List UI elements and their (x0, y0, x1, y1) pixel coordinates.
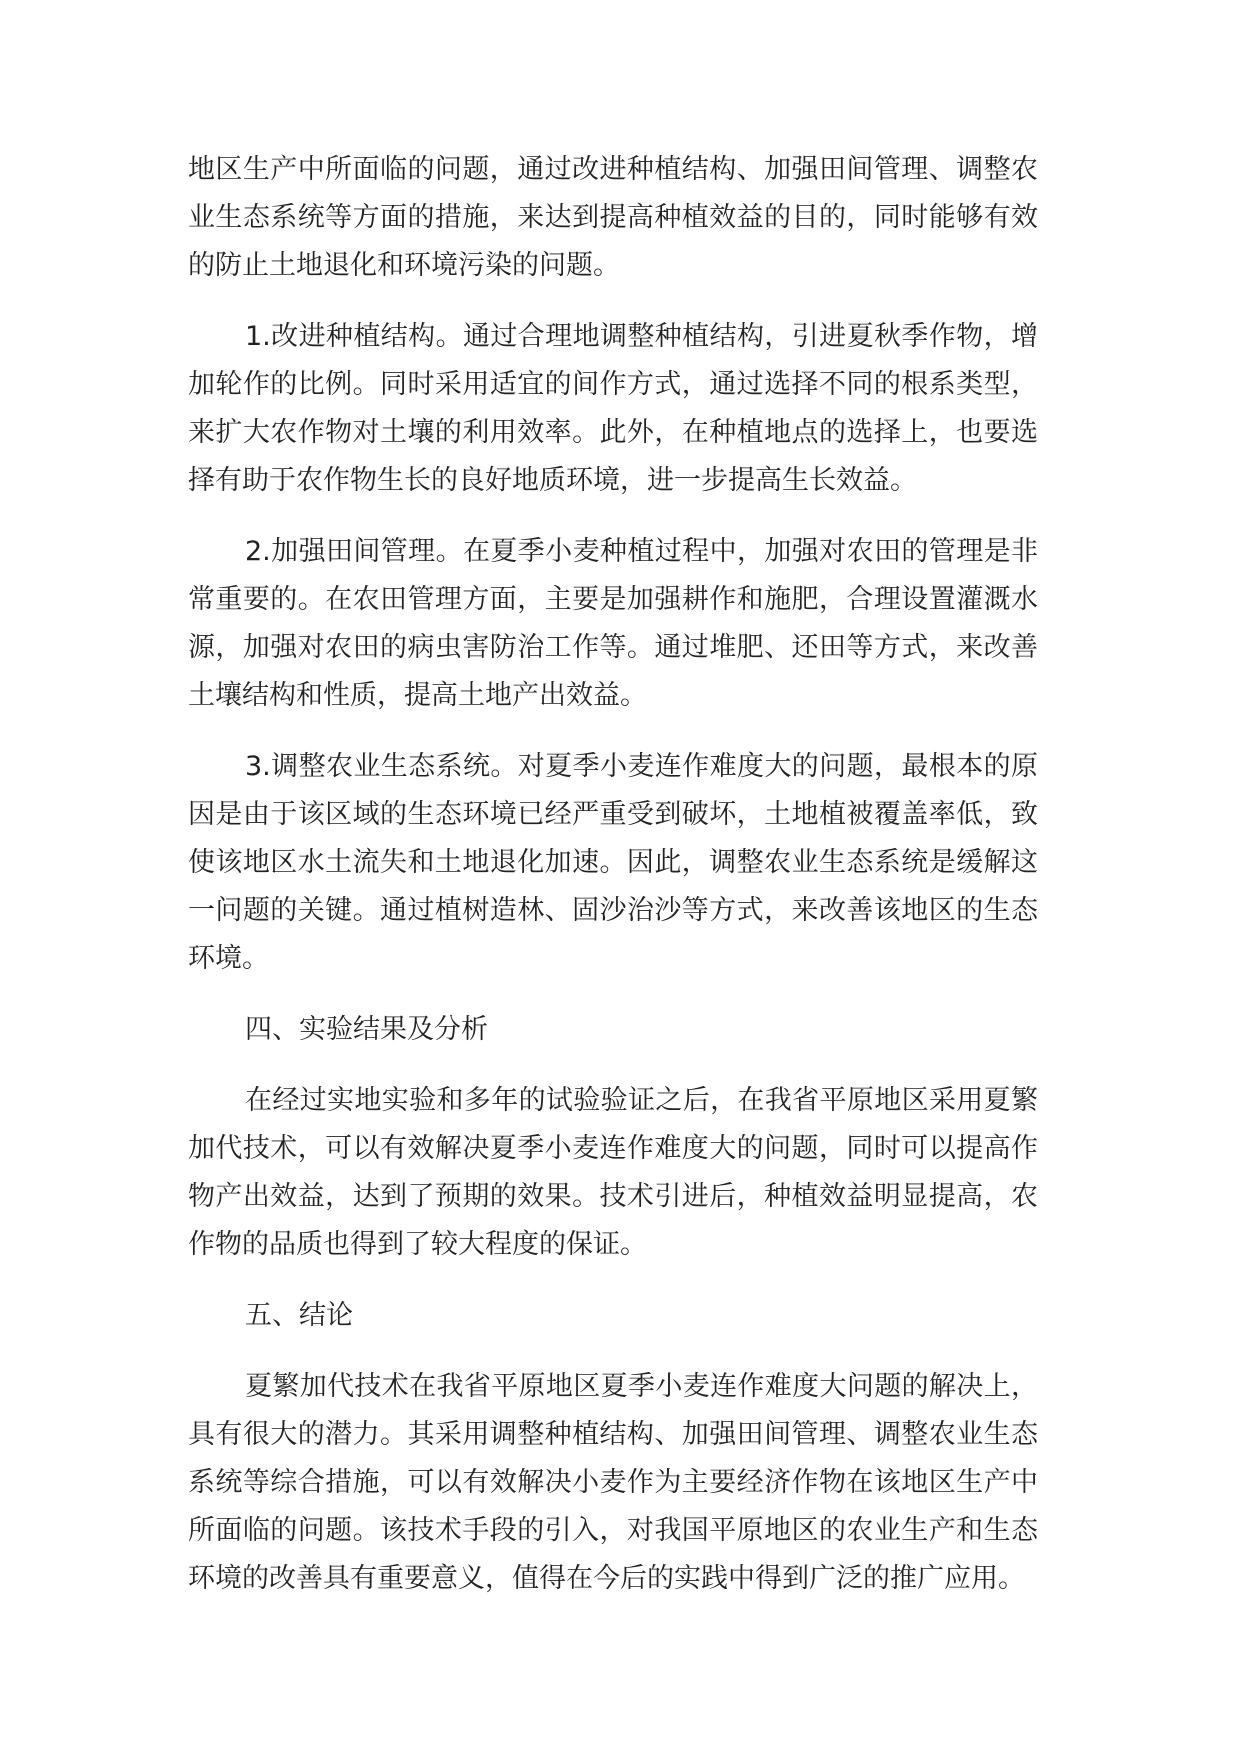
paragraph-improve-planting-structure: 1.改进种植结构。通过合理地调整种植结构，引进夏秋季作物，增加轮作的比例。同时采用适宜的间作方式，通过选择不同的根系类型，来扩大农作物对土壤的利用效率。此外，在种植地点的选择上，也要选择有助于农作物生长的良好地质环境，进一步提高生长效益。 (188, 321, 1038, 496)
paragraph-conclusion: 夏繁加代技术在我省平原地区夏季小麦连作难度大问题的解决上，具有很大的潜力。其采用调整种植结构、加强田间管理、调整农业生态系统等综合措施，可以有效解决小麦作为主要经济作物在该地区生产中所面临的问题。该技术手段的引入，对我国平原地区的农业生产和生态环境的改善具有重要意义，值得在今后的实践中得到广泛的推广应用。 (188, 1371, 1038, 1594)
section-heading-results: 四、实验结果及分析 (245, 1014, 488, 1045)
section-heading-conclusion: 五、结论 (245, 1300, 353, 1331)
document-body (188, 146, 1038, 1603)
paragraph-continuation: 地区生产中所面临的问题，通过改进种植结构、加强田间管理、调整农业生态系统等方面的措施，来达到提高种植效益的目的，同时能够有效的防止土地退化和环境污染的问题。 (188, 154, 1038, 281)
paragraph-field-management: 2.加强田间管理。在夏季小麦种植过程中，加强对农田的管理是非常重要的。在农田管理方面，主要是加强耕作和施肥，合理设置灌溉水源，加强对农田的病虫害防治工作等。通过堆肥、还田等方式，来改善土壤结构和性质，提高土地产出效益。 (188, 536, 1038, 711)
paragraph-results: 在经过实地实验和多年的试验验证之后，在我省平原地区采用夏繁加代技术，可以有效解决夏季小麦连作难度大的问题，同时可以提高作物产出效益，达到了预期的效果。技术引进后，种植效益明显提高，农作物的品质也得到了较大程度的保证。 (188, 1085, 1038, 1260)
paragraph-ecosystem-adjustment: 3.调整农业生态系统。对夏季小麦连作难度大的问题，最根本的原因是由于该区域的生态环境已经严重受到破坏，土地植被覆盖率低，致使该地区水土流失和土地退化加速。因此，调整农业生态系统是缓解这一问题的关键。通过植树造林、固沙治沙等方式，来改善该地区的生态环境。 (188, 751, 1038, 974)
